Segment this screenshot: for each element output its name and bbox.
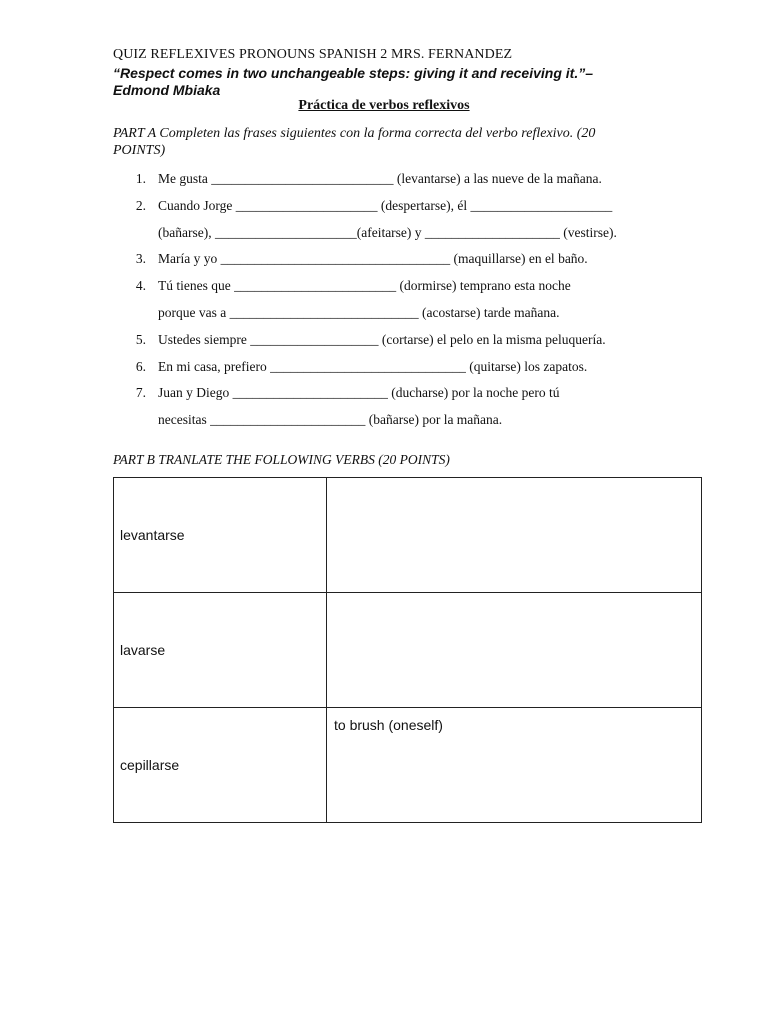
exercise-list: [113, 166, 673, 434]
item-text[interactable]: Ustedes siempre ___________________ (cortarse) el pelo en la misma peluquería.: [158, 331, 606, 347]
part-b-instructions: PART B TRANLATE THE FOLLOWING VERBS (20 POINTS): [113, 452, 450, 467]
list-item: [113, 273, 673, 300]
quote-author: Edmond Mbiaka: [113, 82, 221, 98]
item-text[interactable]: Cuando Jorge _____________________ (despertarse), él _____________________: [158, 197, 613, 213]
list-item: [113, 380, 673, 407]
item-text[interactable]: porque vas a ____________________________ (acostarse) tarde mañana.: [158, 304, 560, 320]
list-item: [113, 327, 673, 354]
item-text[interactable]: necesitas _______________________ (bañarse) por la mañana.: [158, 412, 503, 428]
translation-cell[interactable]: [327, 708, 702, 823]
list-item: [113, 193, 673, 220]
item-text[interactable]: (bañarse), _____________________(afeitarse) y ____________________ (vestirse).: [158, 224, 617, 240]
verb-cell: cepillarse: [114, 708, 327, 823]
item-text[interactable]: Juan y Diego _______________________ (ducharse) por la noche pero tú: [158, 385, 560, 401]
item-text[interactable]: Tú tienes que ________________________ (dormirse) temprano esta noche: [158, 278, 571, 294]
list-item: [113, 300, 673, 327]
quote: [113, 65, 673, 99]
translation-cell[interactable]: [327, 593, 702, 708]
item-number: 3.: [135, 251, 146, 267]
translation-cell[interactable]: [327, 478, 702, 593]
verb-translation-table: [113, 477, 702, 823]
list-item: [113, 407, 673, 434]
translation-text: to brush (oneself): [334, 717, 443, 733]
list-item: [113, 220, 673, 247]
item-number: 7.: [135, 385, 146, 401]
quiz-header: QUIZ REFLEXIVES PRONOUNS SPANISH 2 MRS. FERNANDEZ: [113, 47, 513, 62]
item-number: 2.: [135, 197, 146, 213]
section-title: Práctica de verbos reflexivos: [298, 98, 470, 113]
table-row: [114, 593, 702, 708]
item-number: 4.: [135, 278, 146, 294]
item-number: 1.: [135, 171, 146, 186]
quote-text: “Respect comes in two unchangeable steps: giving it and receiving it.”–: [113, 65, 593, 81]
table-row: [114, 478, 702, 593]
verb-cell: levantarse: [114, 478, 327, 593]
table-row: [114, 708, 702, 823]
list-item: [113, 166, 673, 193]
item-text[interactable]: En mi casa, prefiero _____________________________ (quitarse) los zapatos.: [158, 358, 588, 374]
part-a-instructions: PART A Completen las frases siguientes con la forma correcta del verbo reflexivo. (20 POINTS): [113, 126, 596, 158]
item-text[interactable]: Me gusta ___________________________ (levantarse) a las nueve de la mañana.: [158, 171, 602, 186]
item-number: 5.: [135, 331, 146, 347]
verb-cell: lavarse: [114, 593, 327, 708]
list-item: [113, 354, 673, 381]
list-item: [113, 246, 673, 273]
item-number: 6.: [135, 358, 146, 374]
item-text[interactable]: María y yo __________________________________ (maquillarse) en el baño.: [158, 251, 588, 267]
